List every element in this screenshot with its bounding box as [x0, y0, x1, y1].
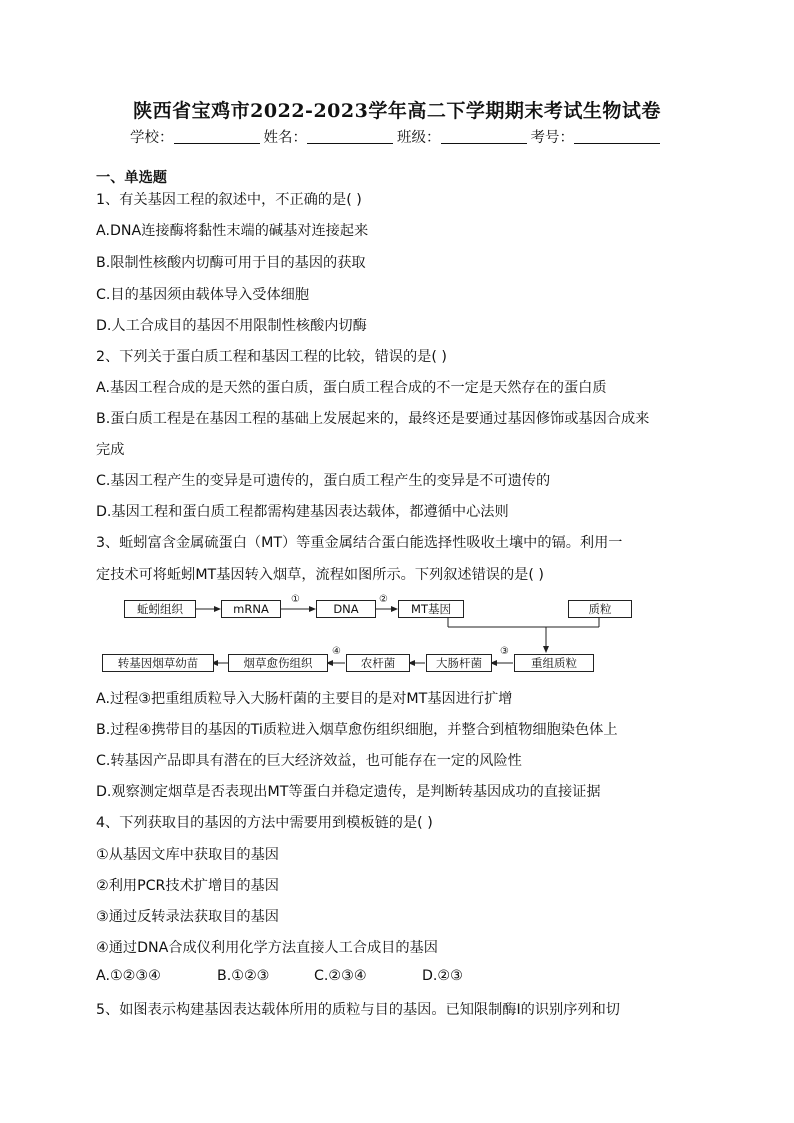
q1-stem: 1、有关基因工程的叙述中，不正确的是( ) — [96, 192, 362, 208]
q3-option-a: A.过程③把重组质粒导入大肠杆菌的主要目的是对MT基因进行扩增 — [96, 691, 513, 707]
box-tobacco-callus: 烟草愈伤组织 — [228, 654, 328, 672]
class-blank[interactable] — [441, 129, 527, 144]
q3-option-b: B.过程④携带目的基因的Ti质粒进入烟草愈伤组织细胞，并整合到植物细胞染色体上 — [96, 722, 618, 738]
q3-option-c: C.转基因产品即具有潜在的巨大经济效益，也可能存在一定的风险性 — [96, 753, 522, 769]
q3-stem-cont: 定技术可将蚯蚓MT基因转入烟草，流程如图所示。下列叙述错误的是( ) — [96, 567, 544, 583]
student-info-row — [0, 126, 794, 147]
q4-option-a: A.①②③④ — [96, 968, 161, 984]
q4-item-3: ③通过反转录法获取目的基因 — [96, 909, 279, 925]
class-label: 班级： — [397, 130, 441, 146]
step-4-label: ④ — [332, 646, 341, 657]
box-agrobacterium: 农杆菌 — [346, 654, 410, 672]
name-label: 姓名： — [263, 130, 307, 146]
step-1-label: ① — [291, 594, 300, 605]
q1-option-a: A.DNA连接酶将黏性末端的碱基对连接起来 — [96, 223, 369, 239]
q4-option-d: D.②③ — [422, 968, 463, 984]
box-earthworm-tissue: 蚯蚓组织 — [124, 600, 196, 618]
q4-item-2: ②利用PCR技术扩增目的基因 — [96, 878, 279, 894]
q2-option-b-cont: 完成 — [96, 442, 125, 458]
q4-item-1: ①从基因文库中获取目的基因 — [96, 847, 279, 863]
name-blank[interactable] — [307, 129, 393, 144]
q5-stem: 5、如图表示构建基因表达载体所用的质粒与目的基因。已知限制酶Ⅰ的识别序列和切 — [96, 1002, 620, 1018]
q1-option-d: D.人工合成目的基因不用限制性核酸内切酶 — [96, 318, 367, 334]
q4-option-c: C.②③④ — [314, 968, 367, 984]
q2-option-b: B.蛋白质工程是在基因工程的基础上发展起来的，最终还是要通过基因修饰或基因合成来 — [96, 411, 650, 427]
q4-options — [96, 968, 726, 984]
school-blank[interactable] — [174, 129, 260, 144]
q3-stem: 3、蚯蚓富含金属硫蛋白（MT）等重金属结合蛋白能选择性吸收土壤中的镉。利用一 — [96, 535, 623, 551]
box-ecoli: 大肠杆菌 — [426, 654, 492, 672]
q4-option-b: B.①②③ — [217, 968, 270, 984]
q3-option-d: D.观察测定烟草是否表现出MT等蛋白并稳定遗传，是判断转基因成功的直接证据 — [96, 784, 601, 800]
page-title: 陕西省宝鸡市2022-2023学年高二下学期期末考试生物试卷 — [133, 100, 661, 122]
q2-option-d: D.基因工程和蛋白质工程都需构建基因表达载体，都遵循中心法则 — [96, 504, 509, 520]
box-recombinant-plasmid: 重组质粒 — [514, 654, 594, 672]
q4-stem: 4、下列获取目的基因的方法中需要用到模板链的是( ) — [96, 815, 433, 831]
school-label: 学校： — [130, 130, 174, 146]
q4-item-4: ④通过DNA合成仪利用化学方法直接人工合成目的基因 — [96, 940, 438, 956]
q2-option-a: A.基因工程合成的是天然的蛋白质，蛋白质工程合成的不一定是天然存在的蛋白质 — [96, 380, 607, 396]
box-mrna: mRNA — [221, 600, 281, 618]
q1-option-c: C.目的基因须由载体导入受体细胞 — [96, 287, 310, 303]
box-transgenic-seedling: 转基因烟草幼苗 — [102, 654, 214, 672]
box-plasmid: 质粒 — [568, 600, 632, 618]
flow-diagram — [96, 596, 696, 678]
section-heading: 一、单选题 — [96, 170, 167, 186]
q1-option-b: B.限制性核酸内切酶可用于目的基因的获取 — [96, 255, 366, 271]
q2-stem: 2、下列关于蛋白质工程和基因工程的比较，错误的是( ) — [96, 349, 447, 365]
box-mt-gene: MT基因 — [398, 600, 464, 618]
step-3-label: ③ — [500, 646, 509, 657]
box-dna: DNA — [316, 600, 376, 618]
exam-no-blank[interactable] — [574, 129, 660, 144]
step-2-label: ② — [379, 594, 388, 605]
exam-no-label: 考号： — [530, 130, 574, 146]
q2-option-c: C.基因工程产生的变异是可遗传的，蛋白质工程产生的变异是不可遗传的 — [96, 473, 551, 489]
